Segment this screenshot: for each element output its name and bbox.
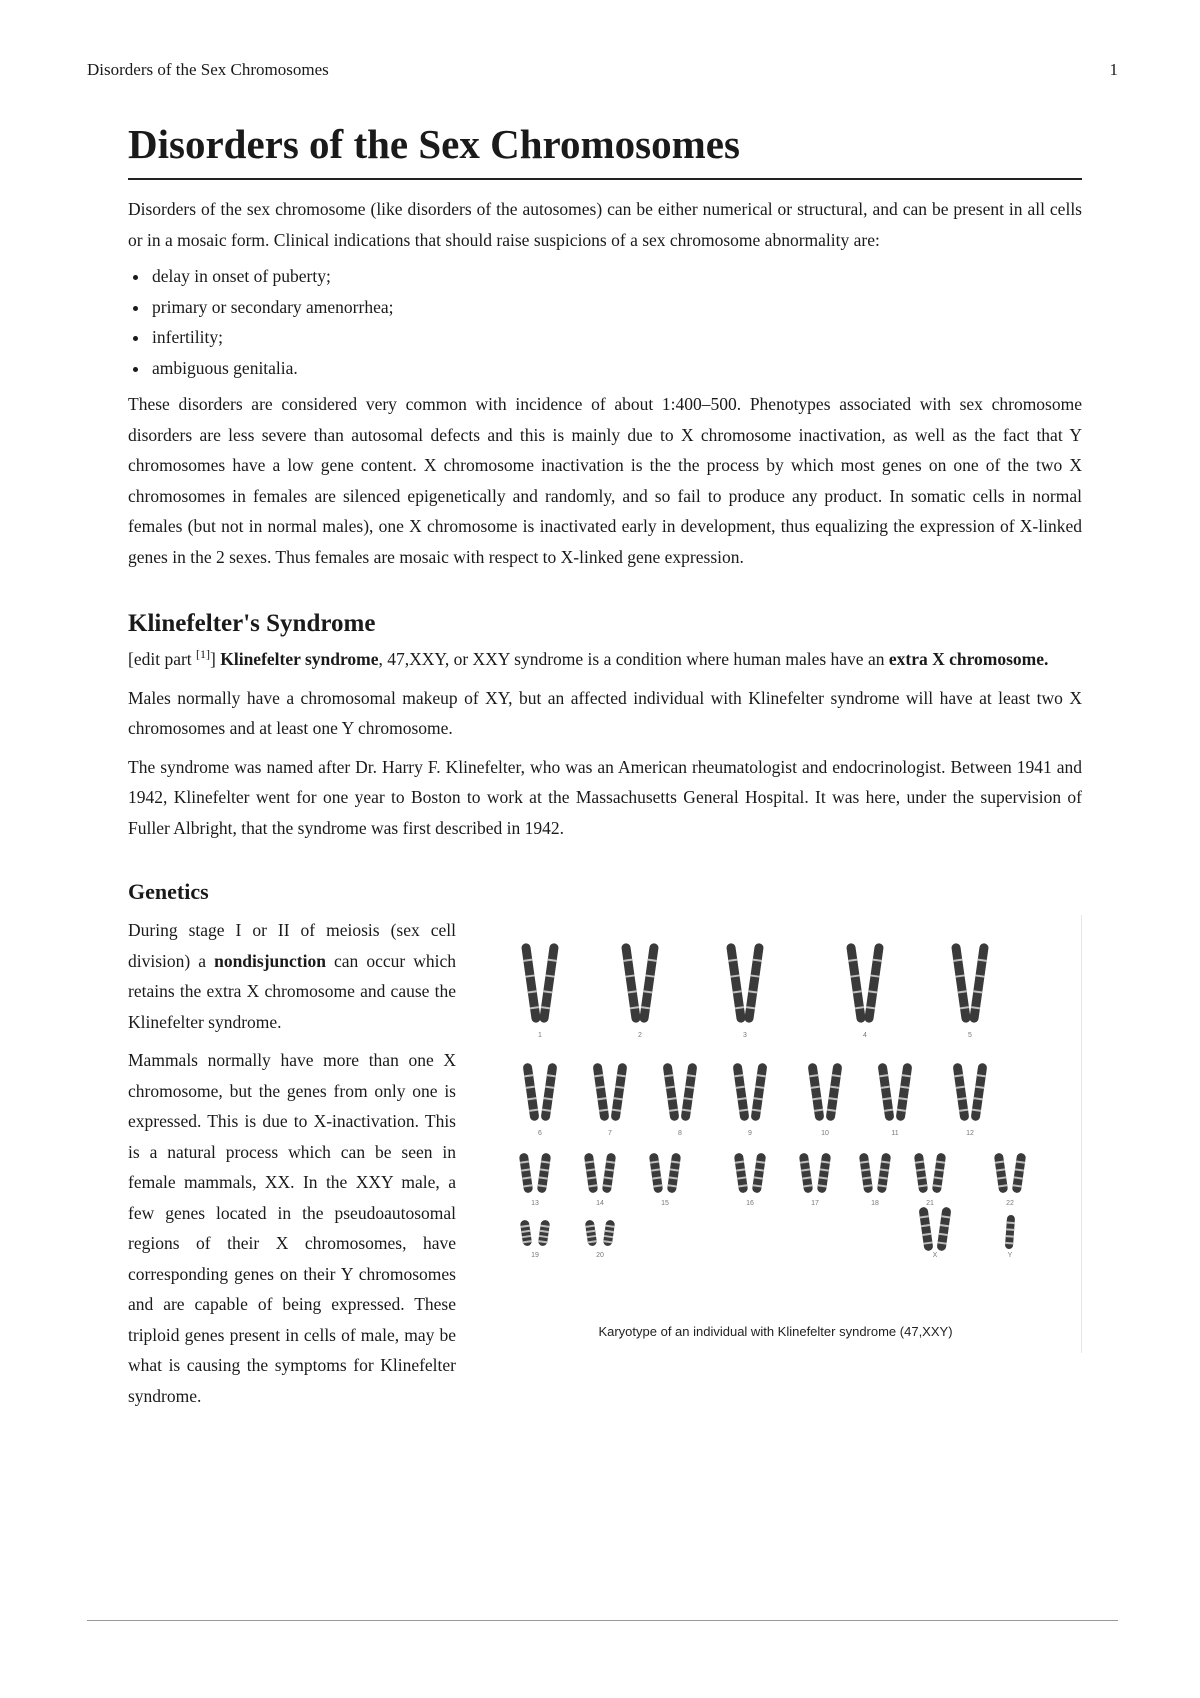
chromosome-label: 7 xyxy=(608,1130,612,1137)
list-item: • primary or secondary amenorrhea; xyxy=(150,292,1082,323)
chromosome-label: 22 xyxy=(1006,1200,1014,1207)
chromosome-label: 13 xyxy=(531,1200,539,1207)
running-head-title: Disorders of the Sex Chromosomes xyxy=(87,60,329,79)
chromosome-pair-14 xyxy=(584,1153,616,1194)
chromosome-label: 5 xyxy=(968,1032,972,1039)
term-extra-x: extra X chromosome. xyxy=(888,649,1049,669)
chromosome-pair-15 xyxy=(649,1153,681,1194)
chromosome-pair-8 xyxy=(663,1063,698,1122)
chromosome-pair-4 xyxy=(846,943,884,1023)
section-heading-genetics: Genetics xyxy=(128,879,209,904)
list-item: • ambiguous genitalia. xyxy=(150,353,1082,384)
edit-suffix: ] xyxy=(210,649,221,669)
chromosome-label: 2 xyxy=(638,1032,642,1039)
edit-prefix: [edit part xyxy=(128,649,197,669)
chromosome-label: 17 xyxy=(811,1200,819,1207)
list-item: • infertility; xyxy=(150,322,1082,353)
chromosome-pair-17 xyxy=(799,1153,831,1194)
chromosome-pair-13 xyxy=(519,1153,551,1194)
figure-caption: Karyotype of an individual with Klinefelter syndrome (47,XXY) xyxy=(598,1324,953,1339)
chromosome-label: X xyxy=(932,1252,938,1259)
chromosome-pair-11 xyxy=(878,1063,913,1122)
chromosome-pair-X xyxy=(918,1207,951,1252)
article-body xyxy=(128,120,1082,1411)
chromosome-label: 20 xyxy=(596,1252,604,1259)
chromosome-pair-2 xyxy=(621,943,659,1023)
genetics-text-after: can occur which retains the extra X chromosome and cause the Klinefelter syndrome. xyxy=(128,950,456,1032)
incidence-paragraph: These disorders are considered very common with incidence of about 1:400–500. Phenotypes associated with sex chromosome disorders are less severe than autosomal defects and this is mainly due to X chromosome inactivation, as well as the fact that Y chromosomes have a low gene content. X chromosome inactivation is the the process by which most genes on one of the two X chromosomes in females are silenced epigenetically and randomly, and so fail to produce any product. In somatic cells in normal females (but not in normal males), one X chromosome is inactivated early in development, thus equalizing the expression of X-linked genes in the 2 sexes. Thus females are mosaic with respect to X-linked gene expression. xyxy=(128,394,1082,567)
chromosome-label: 3 xyxy=(743,1032,747,1039)
chromosome-pair-Y xyxy=(1005,1215,1015,1249)
chromosome-pair-10 xyxy=(808,1063,843,1122)
page-number: 1 xyxy=(1109,60,1118,79)
genetics-paragraph-2: Mammals normally have more than one X chromosome, but the genes from only one is expressed. This is due to X-inactivation. This is a natural process which can be seen in female mammals, XX. In the XXY male, a few genes located in the pseudoautosomal regions of their X chromosomes, have corresponding genes on their Y chromosomes and are capable of being expressed. These triploid genes present in cells of male, may be what is causing the symptoms for Klinefelter syndrome. xyxy=(128,1050,456,1406)
chromosome-label: 12 xyxy=(966,1130,974,1137)
intro-paragraph: Disorders of the sex chromosome (like disorders of the autosomes) can be either numerical or structural, and can be present in all cells or in a mosaic form. Clinical indications that should raise suspicions of a sex chromosome abnormality are: xyxy=(128,199,1082,250)
genetics-block xyxy=(128,915,1082,1411)
genetics-text-before: During stage I or II of meiosis (sex cell division) a xyxy=(128,920,456,971)
chromosome-pair-20 xyxy=(585,1220,616,1247)
chromosome-label: 14 xyxy=(596,1200,604,1207)
list-item: • delay in onset of puberty; xyxy=(150,261,1082,292)
indications-list xyxy=(128,261,1082,383)
chromosome-pair-16 xyxy=(734,1153,766,1194)
chromosome-label: 8 xyxy=(678,1130,682,1137)
karyotype-image xyxy=(470,915,1081,1320)
chromosome-pair-3 xyxy=(726,943,764,1023)
chromosome-pair-18 xyxy=(859,1153,891,1194)
chromosome-pair-22 xyxy=(994,1153,1026,1194)
chromosome-pair-12 xyxy=(953,1063,988,1122)
chromosome-pair-5 xyxy=(951,943,989,1023)
term-nondisjunction: nondisjunction xyxy=(214,950,326,971)
chromosome-pair-19 xyxy=(520,1220,551,1247)
chromosome-label: 11 xyxy=(891,1130,899,1137)
klinefelter-definition xyxy=(128,644,1082,675)
chromosome-label: 19 xyxy=(531,1252,539,1259)
chromosome-label: Y xyxy=(1007,1252,1013,1259)
chromosome-label: 10 xyxy=(821,1130,829,1137)
chromosome-label: 9 xyxy=(748,1130,752,1137)
klinefelter-paragraph-3: The syndrome was named after Dr. Harry F. Klinefelter, who was an American rheumatologist and endocrinologist. Between 1941 and 1942, Klinefelter went for one year to Boston to work at the Massachusetts General Hospital. It was here, under the supervision of Fuller Albright, that the syndrome was first described in 1942. xyxy=(128,756,1082,838)
term-klinefelter: Klinefelter syndrome xyxy=(220,649,379,669)
chromosome-label: 18 xyxy=(871,1200,879,1207)
chromosome-label: 21 xyxy=(926,1200,934,1207)
karyotype-figure xyxy=(470,915,1082,1353)
chromosome-label: 16 xyxy=(746,1200,754,1207)
chromosome-pair-9 xyxy=(733,1063,768,1122)
reference-link[interactable]: [1] xyxy=(196,647,211,662)
chromosome-label: 4 xyxy=(863,1032,867,1039)
definition-text: , 47,XXY, or XXY syndrome is a condition where human males have an xyxy=(378,649,889,669)
chromosome-label: 6 xyxy=(538,1130,542,1137)
footer-rule xyxy=(87,1620,1118,1621)
page-title: Disorders of the Sex Chromosomes xyxy=(128,120,1082,180)
chromosome-pair-7 xyxy=(593,1063,628,1122)
chromosome-label: 15 xyxy=(661,1200,669,1207)
chromosome-pair-1 xyxy=(521,943,559,1023)
section-heading-klinefelter: Klinefelter's Syndrome xyxy=(128,610,376,637)
running-head xyxy=(87,60,1118,80)
klinefelter-paragraph-2: Males normally have a chromosomal makeup of XY, but an affected individual with Klinefelter syndrome will have at least two X chromosomes and at least one Y chromosome. xyxy=(128,687,1082,738)
chromosome-pair-21 xyxy=(914,1153,946,1194)
chromosome-label: 1 xyxy=(538,1032,542,1039)
chromosome-pair-6 xyxy=(523,1063,558,1122)
